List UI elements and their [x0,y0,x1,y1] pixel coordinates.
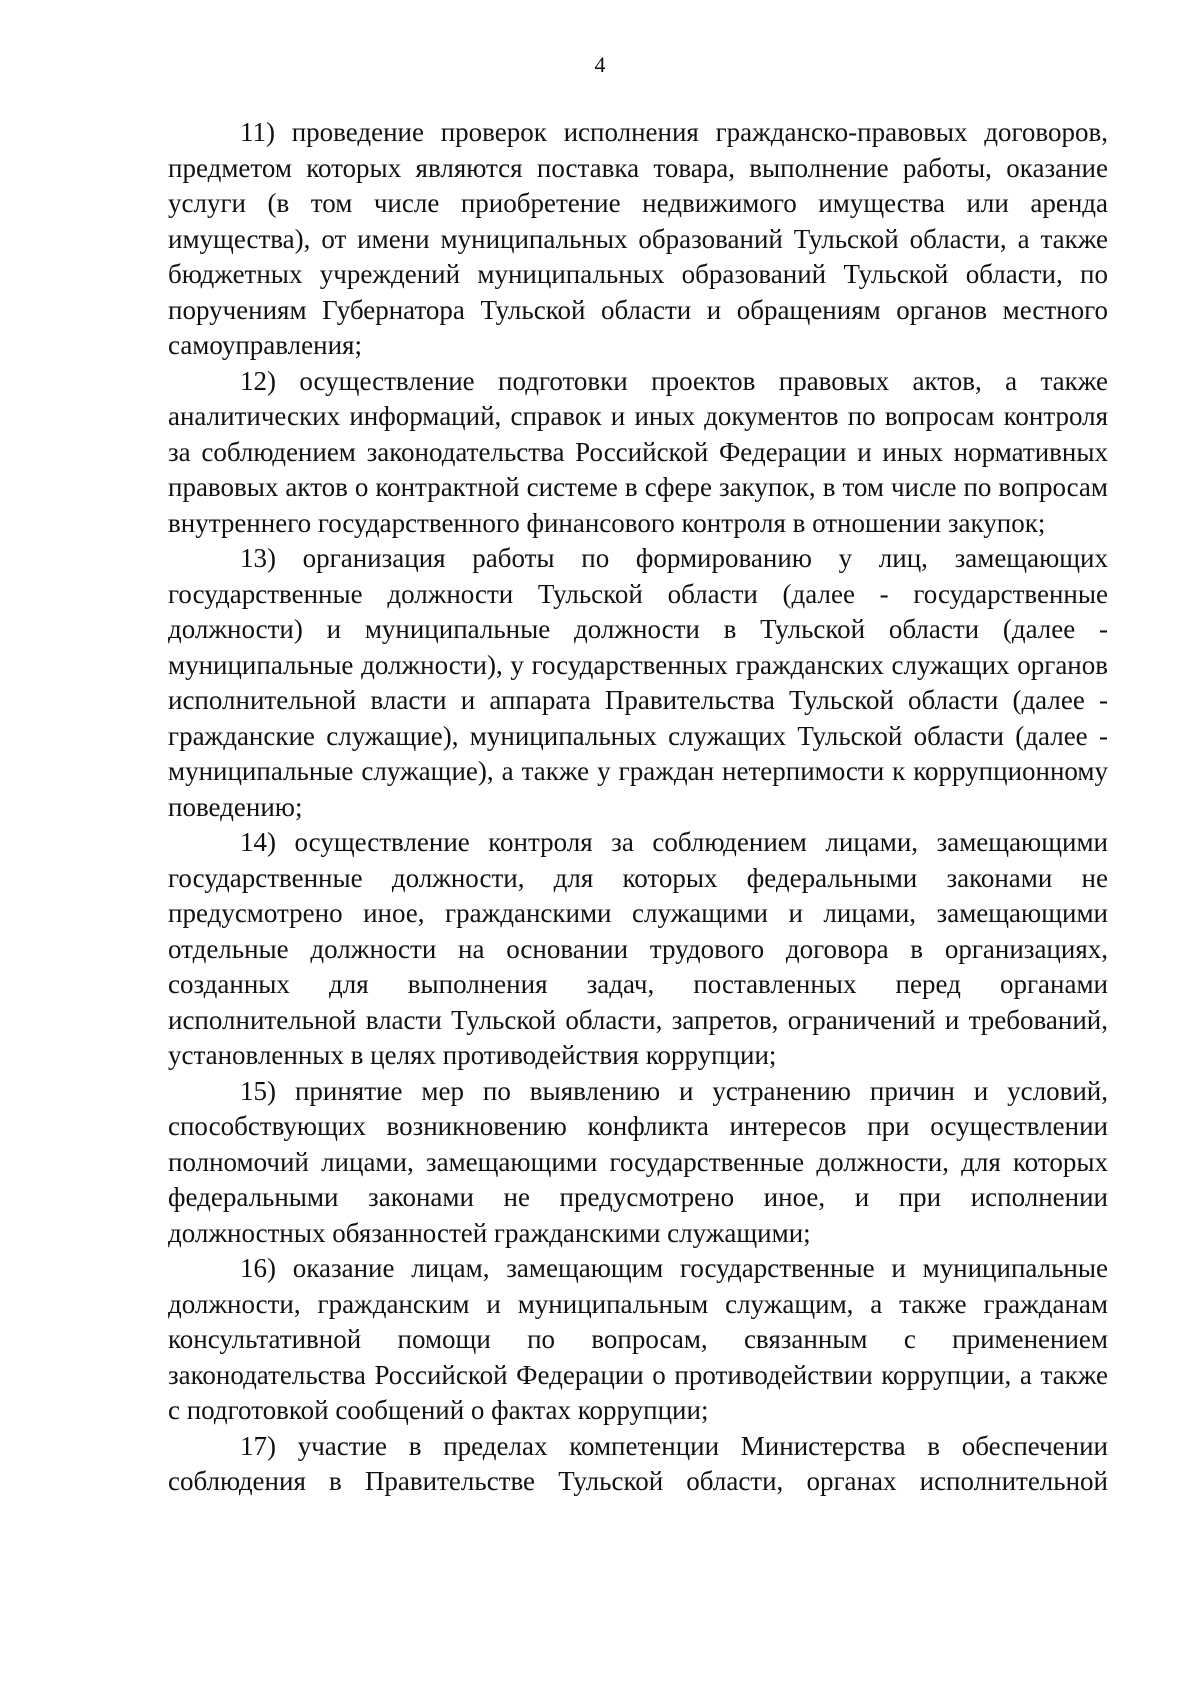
paragraph-item-13: 13) организация работы по формированию у лиц, замещающих государственные должности Тульской области (далее - государственные должности) и муниципальные должности в Тульской области (далее - муниципальные должности), у государственных гражданских служащих органов исполнительной власти и аппарата Правительства Тульской области (далее - гражданские служащие), муниципальных служащих Тульской области (далее - муниципальные служащие), а также у граждан нетерпимости к коррупционному поведению; [168,543,1108,822]
paragraph-item-17: 17) участие в пределах компетенции Министерства в обеспечении соблюдения в Правительстве Тульской области, органах исполнительной [168,1430,1108,1496]
paragraph-item-12: 12) осуществление подготовки проектов правовых актов, а также аналитических информаций, справок и иных документов по вопросам контроля за соблюдением законодательства Российской Федерации и иных нормативных правовых актов о контрактной системе в сфере закупок, в том числе по вопросам внутреннего государственного финансового контроля в отношении закупок; [168,365,1108,538]
paragraph-item-15: 15) принятие мер по выявлению и устранению причин и условий, способствующих возникновению конфликта интересов при осуществлении полномочий лицами, замещающими государственные должности, для которых федеральными законами не предусмотрено иное, и при исполнении должностных обязанностей гражданскими служащими; [168,1075,1108,1248]
paragraph-item-16: 16) оказание лицам, замещающим государственные и муниципальные должности, гражданским и муниципальным служащим, а также гражданам консультативной помощи по вопросам, связанным с применением законодательства Российской Федерации о противодействии коррупции, а также с подготовкой сообщений о фактах коррупции; [168,1253,1108,1425]
paragraph-item-14: 14) осуществление контроля за соблюдением лицами, замещающими государственные должности, для которых федеральными законами не предусмотрено иное, гражданскими служащими и лицами, замещающими отдельные должности на основании трудового договора в организациях, созданных для выполнения задач, поставленных перед органами исполнительной власти Тульской области, запретов, ограничений и требований, установленных в целях противодействия коррупции; [168,827,1108,1070]
page-number: 4 [594,52,606,77]
document-body [168,115,1108,1500]
paragraph-item-11: 11) проведение проверок исполнения гражданско-правовых договоров, предметом которых являются поставка товара, выполнение работы, оказание услуги (в том числе приобретение недвижимого имущества или аренда имущества), от имени муниципальных образований Тульской области, а также бюджетных учреждений муниципальных образований Тульской области, по поручениям Губернатора Тульской области и обращениям органов местного самоуправления; [168,117,1108,360]
